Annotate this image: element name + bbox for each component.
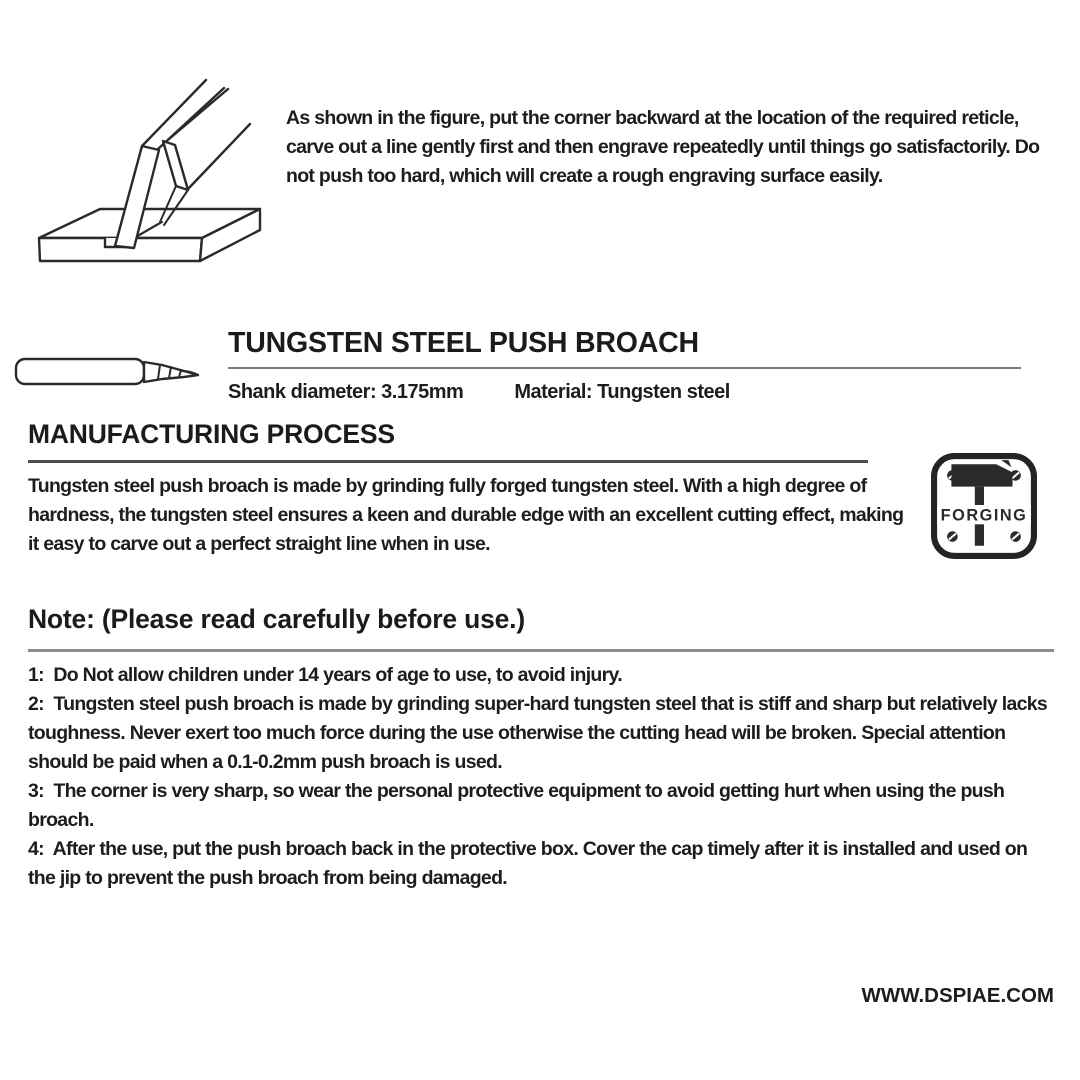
note-list xyxy=(28,661,1058,893)
note-divider xyxy=(28,649,1054,652)
broach-blade-second-angle xyxy=(163,141,188,190)
manufacturing-divider xyxy=(28,460,868,463)
usage-instructions-text: As shown in the figure, put the corner backward at the location of the required reticle, carve out a line gently first and then engrave repeatedly until things go satisfactorily. Do not push too hard, which will create a rough engraving surface easily. xyxy=(286,107,1040,187)
note-item-4: 4: After the use, put the push broach back in the protective box. Cover the cap timely after it is installed and used on the jip to prevent the push broach from being damaged. xyxy=(28,838,1032,889)
broach-handle-line xyxy=(188,124,250,189)
broach-handle-line xyxy=(169,89,228,139)
manufacturing-process-text: Tungsten steel push broach is made by grinding fully forged tungsten steel. With a high degree of hardness, the tungsten steel ensures a keen and durable edge with an excellent cutting effect, making it easy to carve out a perfect straight line when in use. xyxy=(28,475,904,555)
note-item-3: 3: The corner is very sharp, so wear the personal protective equipment to avoid getting hurt when using the push broach. xyxy=(28,780,1009,831)
product-specs xyxy=(228,381,776,404)
note-heading: Note: (Please read carefully before use.) xyxy=(28,604,525,634)
spec-shank-diameter: Shank diameter: 3.175mm xyxy=(228,381,464,403)
note-item-2: 2: Tungsten steel push broach is made by grinding super-hard tungsten steel that is stiff and sharp but relatively lacks toughness. Never exert too much force during the use otherwise the cutting head will be broken. Special attention should be paid when a 0.1-0.2mm push broach is used. xyxy=(28,693,1052,773)
screw-icon xyxy=(1010,531,1021,542)
forging-badge-icon xyxy=(930,452,1038,560)
manufacturing-process-heading: MANUFACTURING PROCESS xyxy=(28,419,395,449)
push-broach-side-view-illustration xyxy=(14,351,204,397)
screw-icon xyxy=(947,531,958,542)
website-url: WWW.DSPIAE.COM xyxy=(861,984,1054,1007)
note-item-1: 1: Do Not allow children under 14 years of age to use, to avoid injury. xyxy=(28,664,622,686)
forging-badge-label: FORGING xyxy=(940,506,1028,525)
broach-shank xyxy=(16,359,144,384)
product-title: TUNGSTEN STEEL PUSH BROACH xyxy=(228,327,699,359)
usage-diagram-illustration xyxy=(12,62,272,272)
title-divider xyxy=(228,367,1021,369)
spec-material: Material: Tungsten steel xyxy=(514,381,730,403)
